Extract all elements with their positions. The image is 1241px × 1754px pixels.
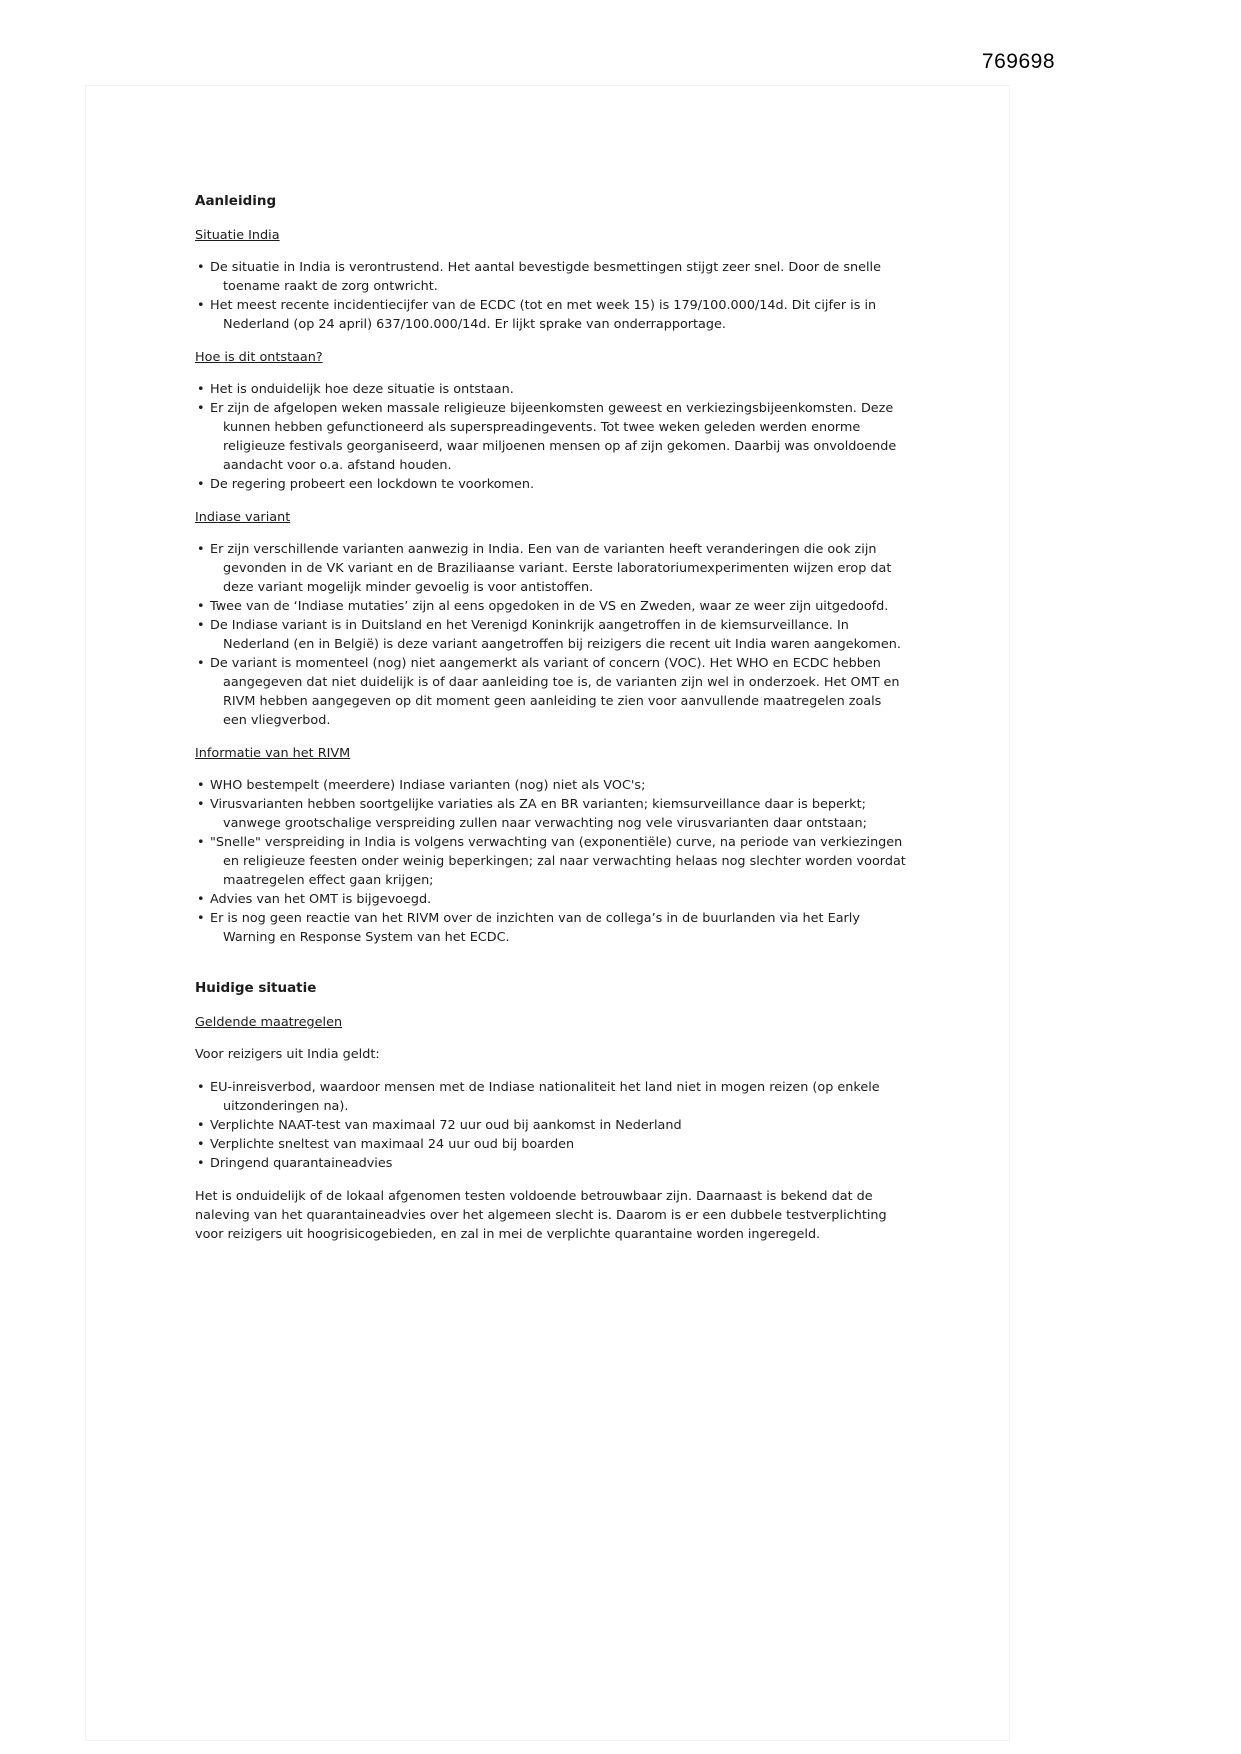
bullet-list bbox=[195, 258, 907, 334]
bullet-item: • Er zijn de afgelopen weken massale religieuze bijeenkomsten geweest en verkiezingsbijeenkomsten. Deze kunnen hebben gefunctioneerd als superspreadingevents. Tot twee weken geleden werden enorme religieuze festivals georganiseerd, waar miljoenen mensen op af zijn gekomen. Daarbij was onvoldoende aandacht voor o.a. afstand houden. bbox=[195, 399, 907, 475]
bullet-list bbox=[195, 1078, 907, 1173]
document-body bbox=[195, 192, 907, 1258]
bullet-item: • De regering probeert een lockdown te voorkomen. bbox=[195, 475, 907, 494]
bullet-item: • Er zijn verschillende varianten aanwezig in India. Een van de varianten heeft veranderingen die ook zijn gevonden in de VK variant en de Braziliaanse variant. Eerste laboratoriumexperimenten wijzen erop dat deze variant mogelijk minder gevoelig is voor antistoffen. bbox=[195, 540, 907, 597]
paragraph: Het is onduidelijk of de lokaal afgenomen testen voldoende betrouwbaar zijn. Daarnaast is bekend dat de naleving van het quarantaineadvies over het algemeen slecht is. Daarom is er een dubbele testverplichting voor reizigers uit hoogrisicogebieden, en zal in mei de verplichte quarantaine worden ingeregeld. bbox=[195, 1189, 887, 1242]
bullet-item: • Het meest recente incidentiecijfer van de ECDC (tot en met week 15) is 179/100.000/14d. Dit cijfer is in Nederland (op 24 april) 637/100.000/14d. Er lijkt sprake van onderrapportage. bbox=[195, 296, 907, 334]
bullet-list bbox=[195, 380, 907, 494]
bullet-item: • Er is nog geen reactie van het RIVM over de inzichten van de collega’s in de buurlanden via het Early Warning en Response System van het ECDC. bbox=[195, 909, 907, 947]
bullet-item: • "Snelle" verspreiding in India is volgens verwachting van (exponentiële) curve, na periode van verkiezingen en religieuze feesten onder weinig beperkingen; zal naar verwachting helaas nog slechter worden voordat maatregelen effect gaan krijgen; bbox=[195, 833, 907, 890]
bullet-item: • De variant is momenteel (nog) niet aangemerkt als variant of concern (VOC). Het WHO en ECDC hebben aangegeven dat niet duidelijk is of daar aanleiding toe is, de varianten zijn wel in onderzoek. Het OMT en RIVM hebben aangegeven op dit moment geen aanleiding te zien voor aanvullende maatregelen zoals een vliegverbod. bbox=[195, 654, 907, 730]
section-heading: Huidige situatie bbox=[195, 980, 317, 996]
bullet-list bbox=[195, 540, 907, 730]
bullet-item: • Het is onduidelijk hoe deze situatie is ontstaan. bbox=[195, 380, 907, 399]
section-subheading: Situatie India bbox=[195, 228, 280, 243]
bullet-item: • Verplichte NAAT-test van maximaal 72 uur oud bij aankomst in Nederland bbox=[195, 1116, 907, 1135]
spacer bbox=[195, 961, 907, 979]
bullet-item: • WHO bestempelt (meerdere) Indiase varianten (nog) niet als VOC's; bbox=[195, 776, 907, 795]
bullet-item: • Verplichte sneltest van maximaal 24 uur oud bij boarden bbox=[195, 1135, 907, 1154]
bullet-item: • De situatie in India is verontrustend. Het aantal bevestigde besmettingen stijgt zeer snel. Door de snelle toename raakt de zorg ontwricht. bbox=[195, 258, 907, 296]
section-subheading: Informatie van het RIVM bbox=[195, 746, 351, 761]
section-heading: Aanleiding bbox=[195, 193, 277, 209]
bullet-item: • EU-inreisverbod, waardoor mensen met de Indiase nationaliteit het land niet in mogen reizen (op enkele uitzonderingen na). bbox=[195, 1078, 907, 1116]
paragraph: Voor reizigers uit India geldt: bbox=[195, 1047, 380, 1062]
section-subheading: Geldende maatregelen bbox=[195, 1015, 343, 1030]
section-subheading: Hoe is dit ontstaan? bbox=[195, 350, 323, 365]
bullet-item: • Dringend quarantaineadvies bbox=[195, 1154, 907, 1173]
bullet-item: • Virusvarianten hebben soortgelijke variaties als ZA en BR varianten; kiemsurveillance daar is beperkt; vanwege grootschalige verspreiding zullen naar verwachting nog vele virusvarianten daar ontstaan; bbox=[195, 795, 907, 833]
bullet-list bbox=[195, 776, 907, 947]
bullet-item: • De Indiase variant is in Duitsland en het Verenigd Koninkrijk aangetroffen in de kiemsurveillance. In Nederland (en in België) is deze variant aangetroffen bij reizigers die recent uit India waren aangekomen. bbox=[195, 616, 907, 654]
bullet-item: • Advies van het OMT is bijgevoegd. bbox=[195, 890, 907, 909]
section-subheading: Indiase variant bbox=[195, 510, 291, 525]
document-number: 769698 bbox=[981, 50, 1055, 73]
bullet-item: • Twee van de ‘Indiase mutaties’ zijn al eens opgedoken in de VS en Zweden, waar ze weer zijn uitgedoofd. bbox=[195, 597, 907, 616]
